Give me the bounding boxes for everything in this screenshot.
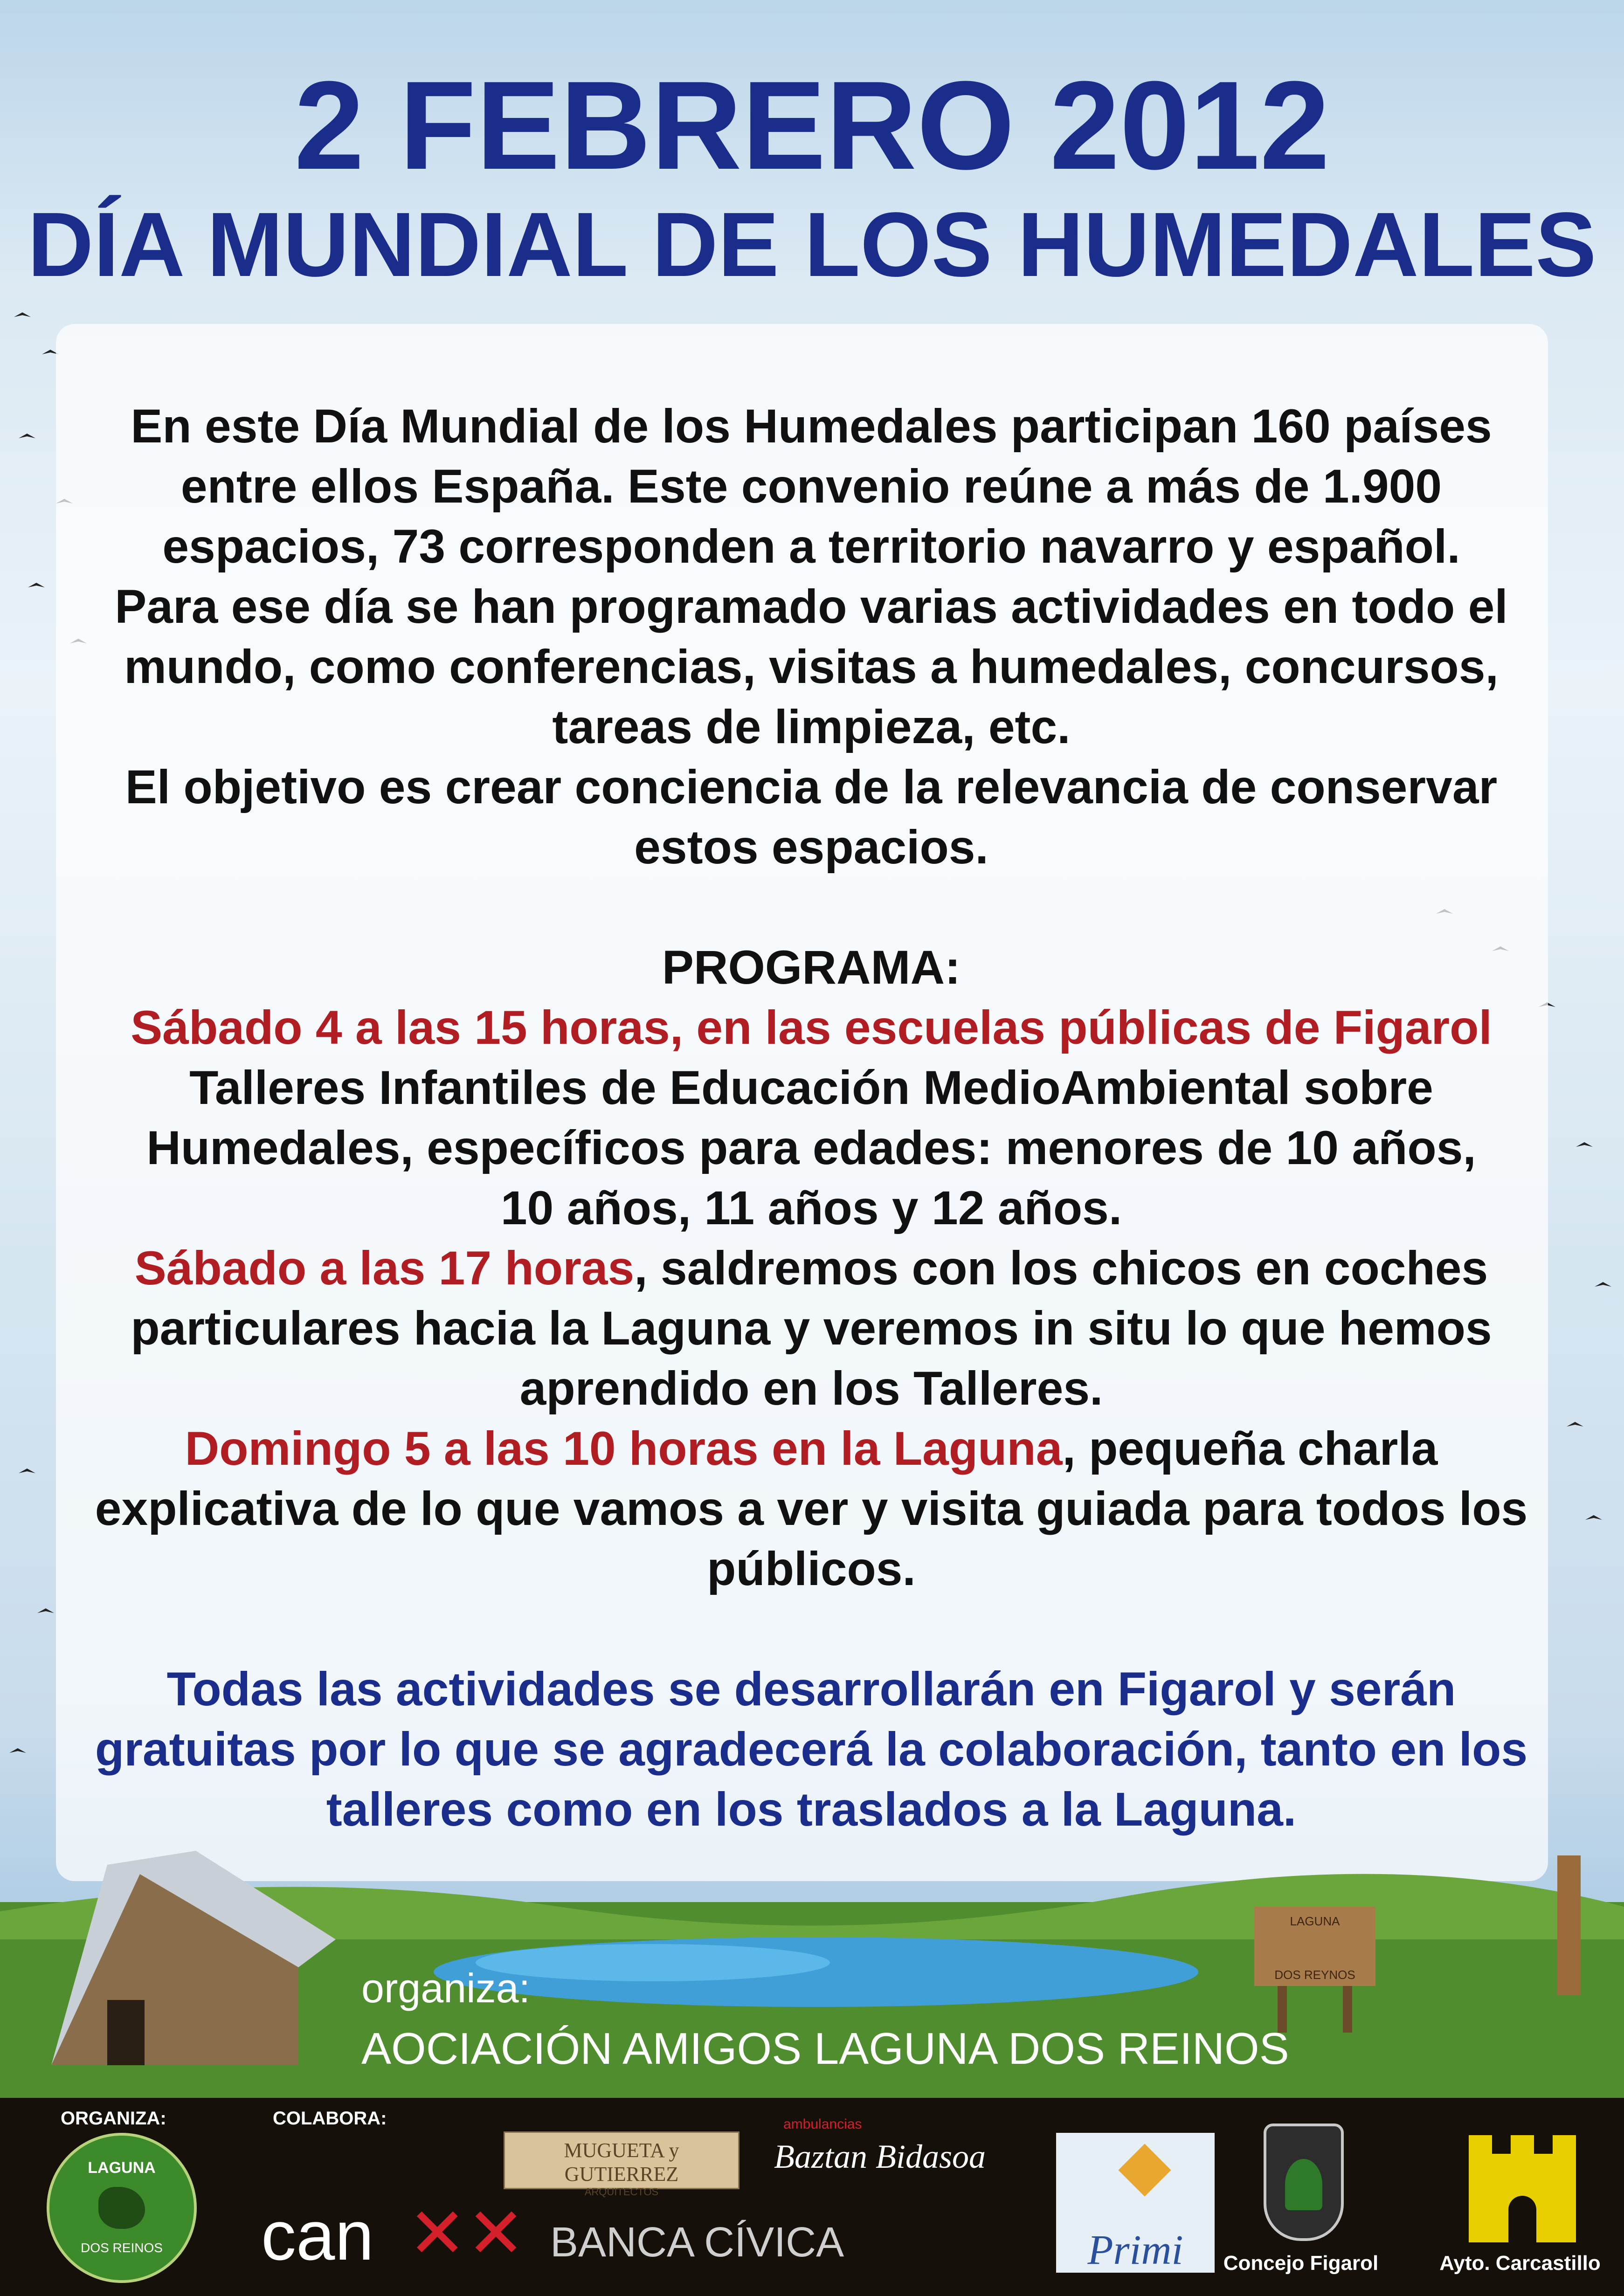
event3-desc: explicativa de lo que vamos a ver y visita guiada para todos los (95, 1482, 1528, 1535)
ambulancias-label: ambulancias (783, 2117, 862, 2132)
bird-icon (98, 2187, 145, 2229)
page-title: DÍA MUNDIAL DE LOS HUMEDALES (28, 193, 1596, 296)
laguna-dos-reinos-logo (47, 2133, 197, 2283)
intro-line: En este Día Mundial de los Humedales participan 160 países (131, 400, 1492, 453)
can-logo: can (261, 2196, 374, 2275)
event-date: 2 FEBRERO 2012 (294, 55, 1330, 196)
tree-icon (1285, 2159, 1322, 2210)
mugueta-sub: ARQUITECTOS (584, 2186, 659, 2198)
carcastillo-castle-icon (1469, 2126, 1576, 2242)
primi-logo (1056, 2133, 1215, 2273)
event1-time: Sábado 4 a las 15 horas, en las escuelas públicas de Figarol (131, 1001, 1492, 1054)
closing-line: gratuitas por lo que se agradecerá la colaboración, tanto en los (95, 1723, 1528, 1776)
mugueta-text: MUGUETA y GUTIERREZ (564, 2139, 679, 2186)
intro-line: estos espacios. (634, 820, 988, 874)
event1-desc: Talleres Infantiles de Educación MedioAmbiental sobre (189, 1061, 1433, 1114)
event1-desc: 10 años, 11 años y 12 años. (500, 1181, 1122, 1234)
organizer-name: AOCIACIÓN AMIGOS LAGUNA DOS REINOS (361, 2024, 1289, 2074)
event3-rest: , pequeña charla (1062, 1422, 1438, 1475)
event2-time: Sábado a las 17 horas (134, 1241, 635, 1295)
figarol-shield-icon (1264, 2124, 1344, 2241)
event1-desc: Humedales, específicos para edades: menores de 10 años, (146, 1121, 1476, 1174)
kite-icon (1118, 2144, 1171, 2196)
primi-text: Primi (1087, 2227, 1183, 2273)
closing-line: Todas las actividades se desarrollarán en Figarol y serán (166, 1662, 1456, 1716)
intro-line: espacios, 73 corresponden a territorio navarro y español. (162, 520, 1460, 573)
intro-line: entre ellos España. Este convenio reúne a más de 1.900 (180, 460, 1442, 513)
organizer-label: organiza: (361, 1965, 531, 2011)
intro-line: mundo, como conferencias, visitas a humedales, concursos, (124, 640, 1499, 693)
event2-desc: particulares hacia la Laguna y veremos in situ lo que hemos (131, 1302, 1492, 1355)
closing-line: talleres como en los traslados a la Laguna. (326, 1783, 1297, 1836)
programa-heading: PROGRAMA: (662, 941, 961, 994)
hut (51, 1851, 336, 2065)
event2-rest: , saldremos con los chicos en coches (634, 1241, 1488, 1295)
event3-time: Domingo 5 a las 10 horas en la Laguna (185, 1422, 1063, 1475)
laguna-logo-top: LAGUNA (88, 2159, 156, 2177)
sign-bottom-text: DOS REYNOS (1274, 1968, 1355, 1982)
intro-line: tareas de limpieza, etc. (552, 700, 1071, 753)
organiza-label: ORGANIZA: (61, 2108, 166, 2129)
colabora-label: COLABORA: (273, 2108, 387, 2129)
event3-desc: públicos. (707, 1542, 916, 1595)
can-x-icon: ✕✕ (408, 2194, 525, 2272)
intro-line: Para ese día se han programado varias actividades en todo el (115, 580, 1508, 633)
carcastillo-caption: Ayto. Carcastillo (1439, 2252, 1601, 2275)
content-body (89, 396, 1534, 1840)
laguna-logo-bottom: DOS REINOS (81, 2241, 163, 2255)
baztan-bidasoa-logo: Baztan Bidasoa (774, 2138, 986, 2175)
mugueta-gutierrez-logo (504, 2131, 739, 2198)
event2-line (89, 1238, 1534, 1298)
event2-desc: aprendido en los Talleres. (519, 1362, 1103, 1415)
sign-top-text: LAGUNA (1290, 1914, 1340, 1928)
intro-line: El objetivo es crear conciencia de la relevancia de conservar (125, 760, 1498, 814)
banca-civica-logo: BANCA CÍVICA (550, 2219, 844, 2266)
event3-line (89, 1419, 1534, 1479)
figarol-caption: Concejo Figarol (1223, 2252, 1379, 2275)
